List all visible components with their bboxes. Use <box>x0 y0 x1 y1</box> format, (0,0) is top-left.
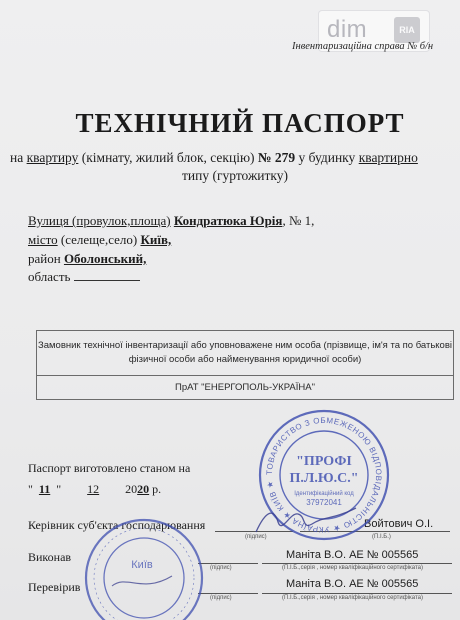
stamp-ring-text: ТОВАРИСТВО З ОБМЕЖЕНОЮ ВІДПОВІДАЛЬНІСТЮ ★ УКРАЇНА ★ КИЇВ ★ <box>264 415 384 535</box>
checker-name-line <box>262 593 452 594</box>
stamp-center-top: "ПРОФІ <box>296 454 352 469</box>
customer-company: ПрАТ "ЕНЕРГОПОЛЬ-УКРАЇНА" <box>175 382 315 393</box>
inventory-note: Інвентаризаційна справа № б/н <box>292 41 434 52</box>
house-value: № 1, <box>288 213 315 228</box>
date-year-suffix: 20 <box>137 482 150 496</box>
city-value: Київ, <box>140 232 172 247</box>
subtitle-line-2: типу (гуртожитку) <box>181 168 289 183</box>
head-label: Керівник суб'єкта господарювання <box>28 518 206 532</box>
subtitle-line-1 <box>10 150 418 166</box>
checker-label: Перевірив <box>28 580 81 594</box>
stamp-code-label: Ідентифікаційний код <box>294 491 354 497</box>
street-value: Кондратюка Юрія <box>173 213 283 228</box>
head-signature <box>252 500 362 540</box>
head-sign-hint: (підпис) <box>245 534 267 540</box>
date-year-prefix: 20 <box>125 482 138 496</box>
executor-sign-hint: (підпис) <box>210 565 232 571</box>
document-title: ТЕХНІЧНИЙ ПАСПОРТ <box>75 108 405 138</box>
city-line <box>28 232 171 248</box>
building-type: квартирно <box>358 150 418 165</box>
watermark-badge: RIA <box>394 17 420 43</box>
stamp-center-bottom: П.Л.Ю.С." <box>289 471 359 486</box>
region-blank <box>74 269 140 281</box>
subtitle-options: (кімнату, жилий блок, секцію) <box>81 150 255 165</box>
subtitle-in-building: у будинку <box>298 150 356 165</box>
district-value: Оболонський, <box>63 251 147 266</box>
date-suffix: р. <box>152 482 162 496</box>
second-stamp-text: Київ <box>131 559 153 571</box>
head-name: Войтович О.І. <box>364 518 434 530</box>
stamp-code: 37972041 <box>306 498 342 507</box>
checker-signature-line <box>198 593 258 594</box>
date-month: 12 <box>87 482 100 496</box>
second-stamp <box>82 516 206 620</box>
customer-description: Замовник технічної інвентаризації або уповноважене ним особа (прізвище, ім'я та по батькові фізичної особи або найменування юридичної особи) <box>37 331 453 376</box>
checker-sign-hint: (підпис) <box>210 595 232 601</box>
checker-name-hint: (П.І.Б.,серія , номер кваліфікаційного сертифіката) <box>282 595 423 601</box>
executor-label: Виконав <box>28 550 72 564</box>
region-line <box>28 269 140 285</box>
apartment-number: № 279 <box>257 150 296 165</box>
passport-date-label: Паспорт виготовлено станом на <box>28 461 191 475</box>
district-line <box>28 251 146 267</box>
street-line: Вулиця (провулок,площа) Кондратюка Юрія, № 1, <box>28 213 315 228</box>
checker-name: Маніта В.О. АЕ № 005565 <box>286 578 419 590</box>
street-label: Вулиця (провулок,площа) <box>28 213 171 228</box>
district-label: район <box>28 251 61 266</box>
subtitle-object: квартиру <box>26 150 79 165</box>
subtitle-prefix: на <box>10 150 24 165</box>
executor-signature-line <box>198 563 258 564</box>
city-options: (селеще,село) <box>60 232 138 247</box>
customer-box <box>36 330 454 400</box>
date-day: 11 <box>38 482 51 496</box>
executor-name: Маніта В.О. АЕ № 005565 <box>286 549 419 561</box>
city-label: місто <box>28 232 58 247</box>
executor-name-hint: (П.І.Б.,серія , номер кваліфікаційного сертифіката) <box>282 565 423 571</box>
passport-date: " 11 " 12 2020 р. <box>28 482 162 496</box>
executor-name-line <box>262 563 452 564</box>
watermark-text: dim <box>327 16 368 43</box>
region-label: область <box>28 269 71 284</box>
head-name-hint: (П.І.Б.) <box>372 534 391 540</box>
